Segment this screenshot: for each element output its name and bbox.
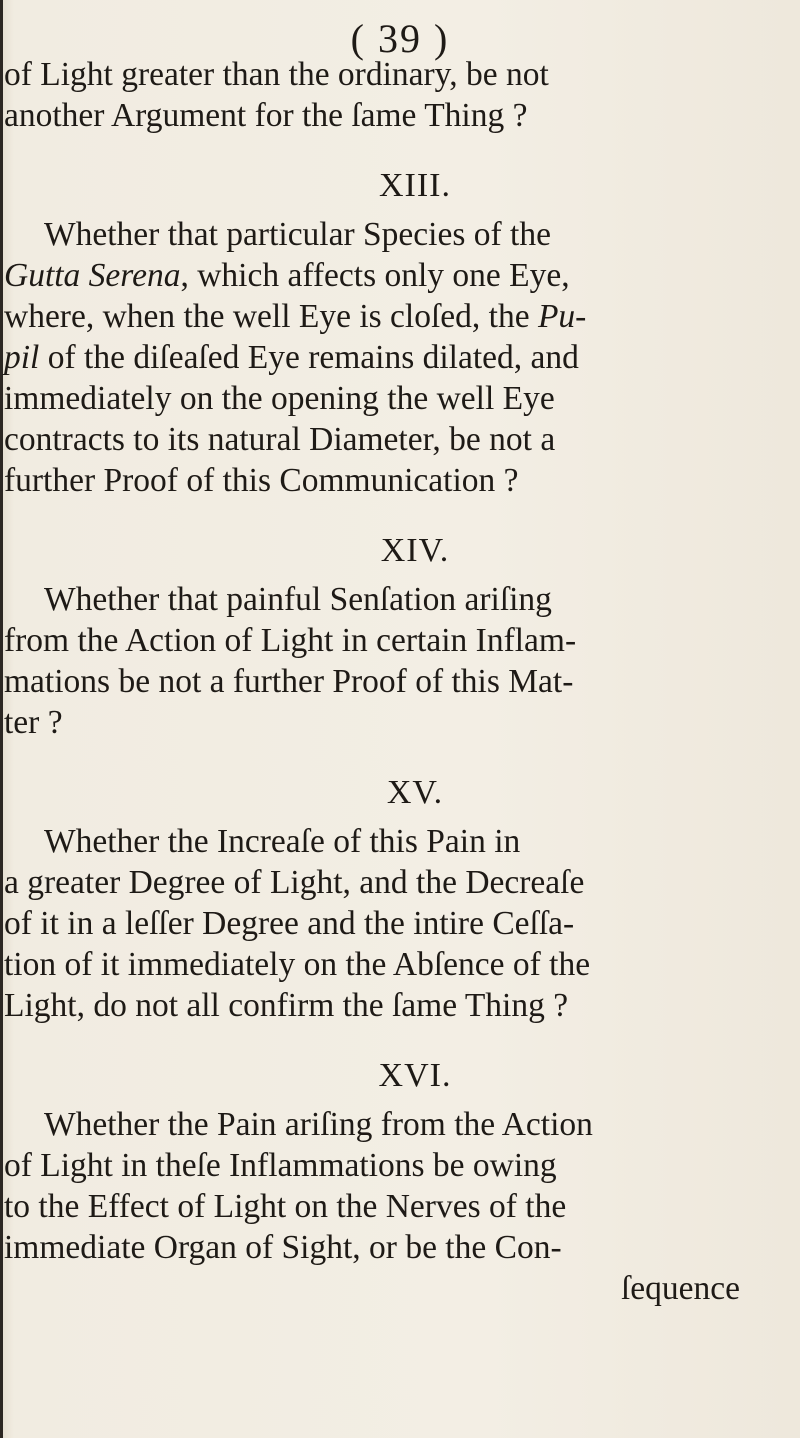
catchword: ſequence	[620, 1270, 740, 1307]
text-line: immediately on the opening the well Eye	[4, 380, 555, 417]
query-heading-xv: XV.	[386, 774, 444, 811]
text-line: contracts to its natural Diameter, be not a	[4, 421, 556, 458]
text-line: from the Action of Light in certain Inflam-	[4, 622, 577, 659]
page-number: ( 39 )	[350, 16, 450, 61]
query-xiv-paragraph	[4, 579, 792, 743]
page-body	[4, 54, 792, 1309]
text-line-content: Whether that painful Senſation ariſing	[44, 581, 552, 618]
text-line	[4, 821, 792, 862]
query-xv-paragraph	[4, 821, 792, 1026]
text-line-content: Whether the Increaſe of this Pain in	[44, 823, 521, 860]
text-line: ter ?	[4, 704, 63, 741]
text-line: of it in a leſſer Degree and the intire Ceſſa-	[4, 905, 575, 942]
text-line-content: Whether that particular Species of the	[44, 216, 551, 253]
text-line	[4, 214, 792, 255]
text-line: immediate Organ of Sight, or be the Con-	[4, 1229, 562, 1266]
paragraph-continued	[4, 54, 792, 136]
text-line: a greater Degree of Light, and the Decreaſe	[4, 864, 585, 901]
text-line: Light, do not all confirm the ſame Thing ?	[4, 987, 569, 1024]
text-line	[4, 579, 792, 620]
page-binding-edge	[0, 0, 3, 1438]
query-heading-xvi: XVI.	[378, 1057, 452, 1094]
text-line	[4, 1104, 792, 1145]
text-line: further Proof of this Communication ?	[4, 462, 519, 499]
query-xiii-paragraph	[4, 214, 792, 501]
query-heading-xiv: XIV.	[380, 532, 450, 569]
query-xvi-paragraph	[4, 1104, 792, 1309]
query-heading-xiii: XIII.	[378, 167, 452, 204]
text-line: pil of the diſeaſed Eye remains dilated, and	[4, 339, 579, 376]
text-line: mations be not a further Proof of this Mat-	[4, 663, 574, 700]
text-line-content: Whether the Pain ariſing from the Action	[44, 1106, 593, 1143]
text-line: to the Effect of Light on the Nerves of the	[4, 1188, 567, 1225]
text-line: of Light greater than the ordinary, be not	[4, 56, 549, 93]
text-line: another Argument for the ſame Thing ?	[4, 97, 528, 134]
text-line: Gutta Serena, which affects only one Eye,	[4, 257, 570, 294]
text-line: where, when the well Eye is cloſed, the Pu-	[4, 298, 587, 335]
text-line: of Light in theſe Inflammations be owing	[4, 1147, 557, 1184]
text-line: tion of it immediately on the Abſence of the	[4, 946, 591, 983]
